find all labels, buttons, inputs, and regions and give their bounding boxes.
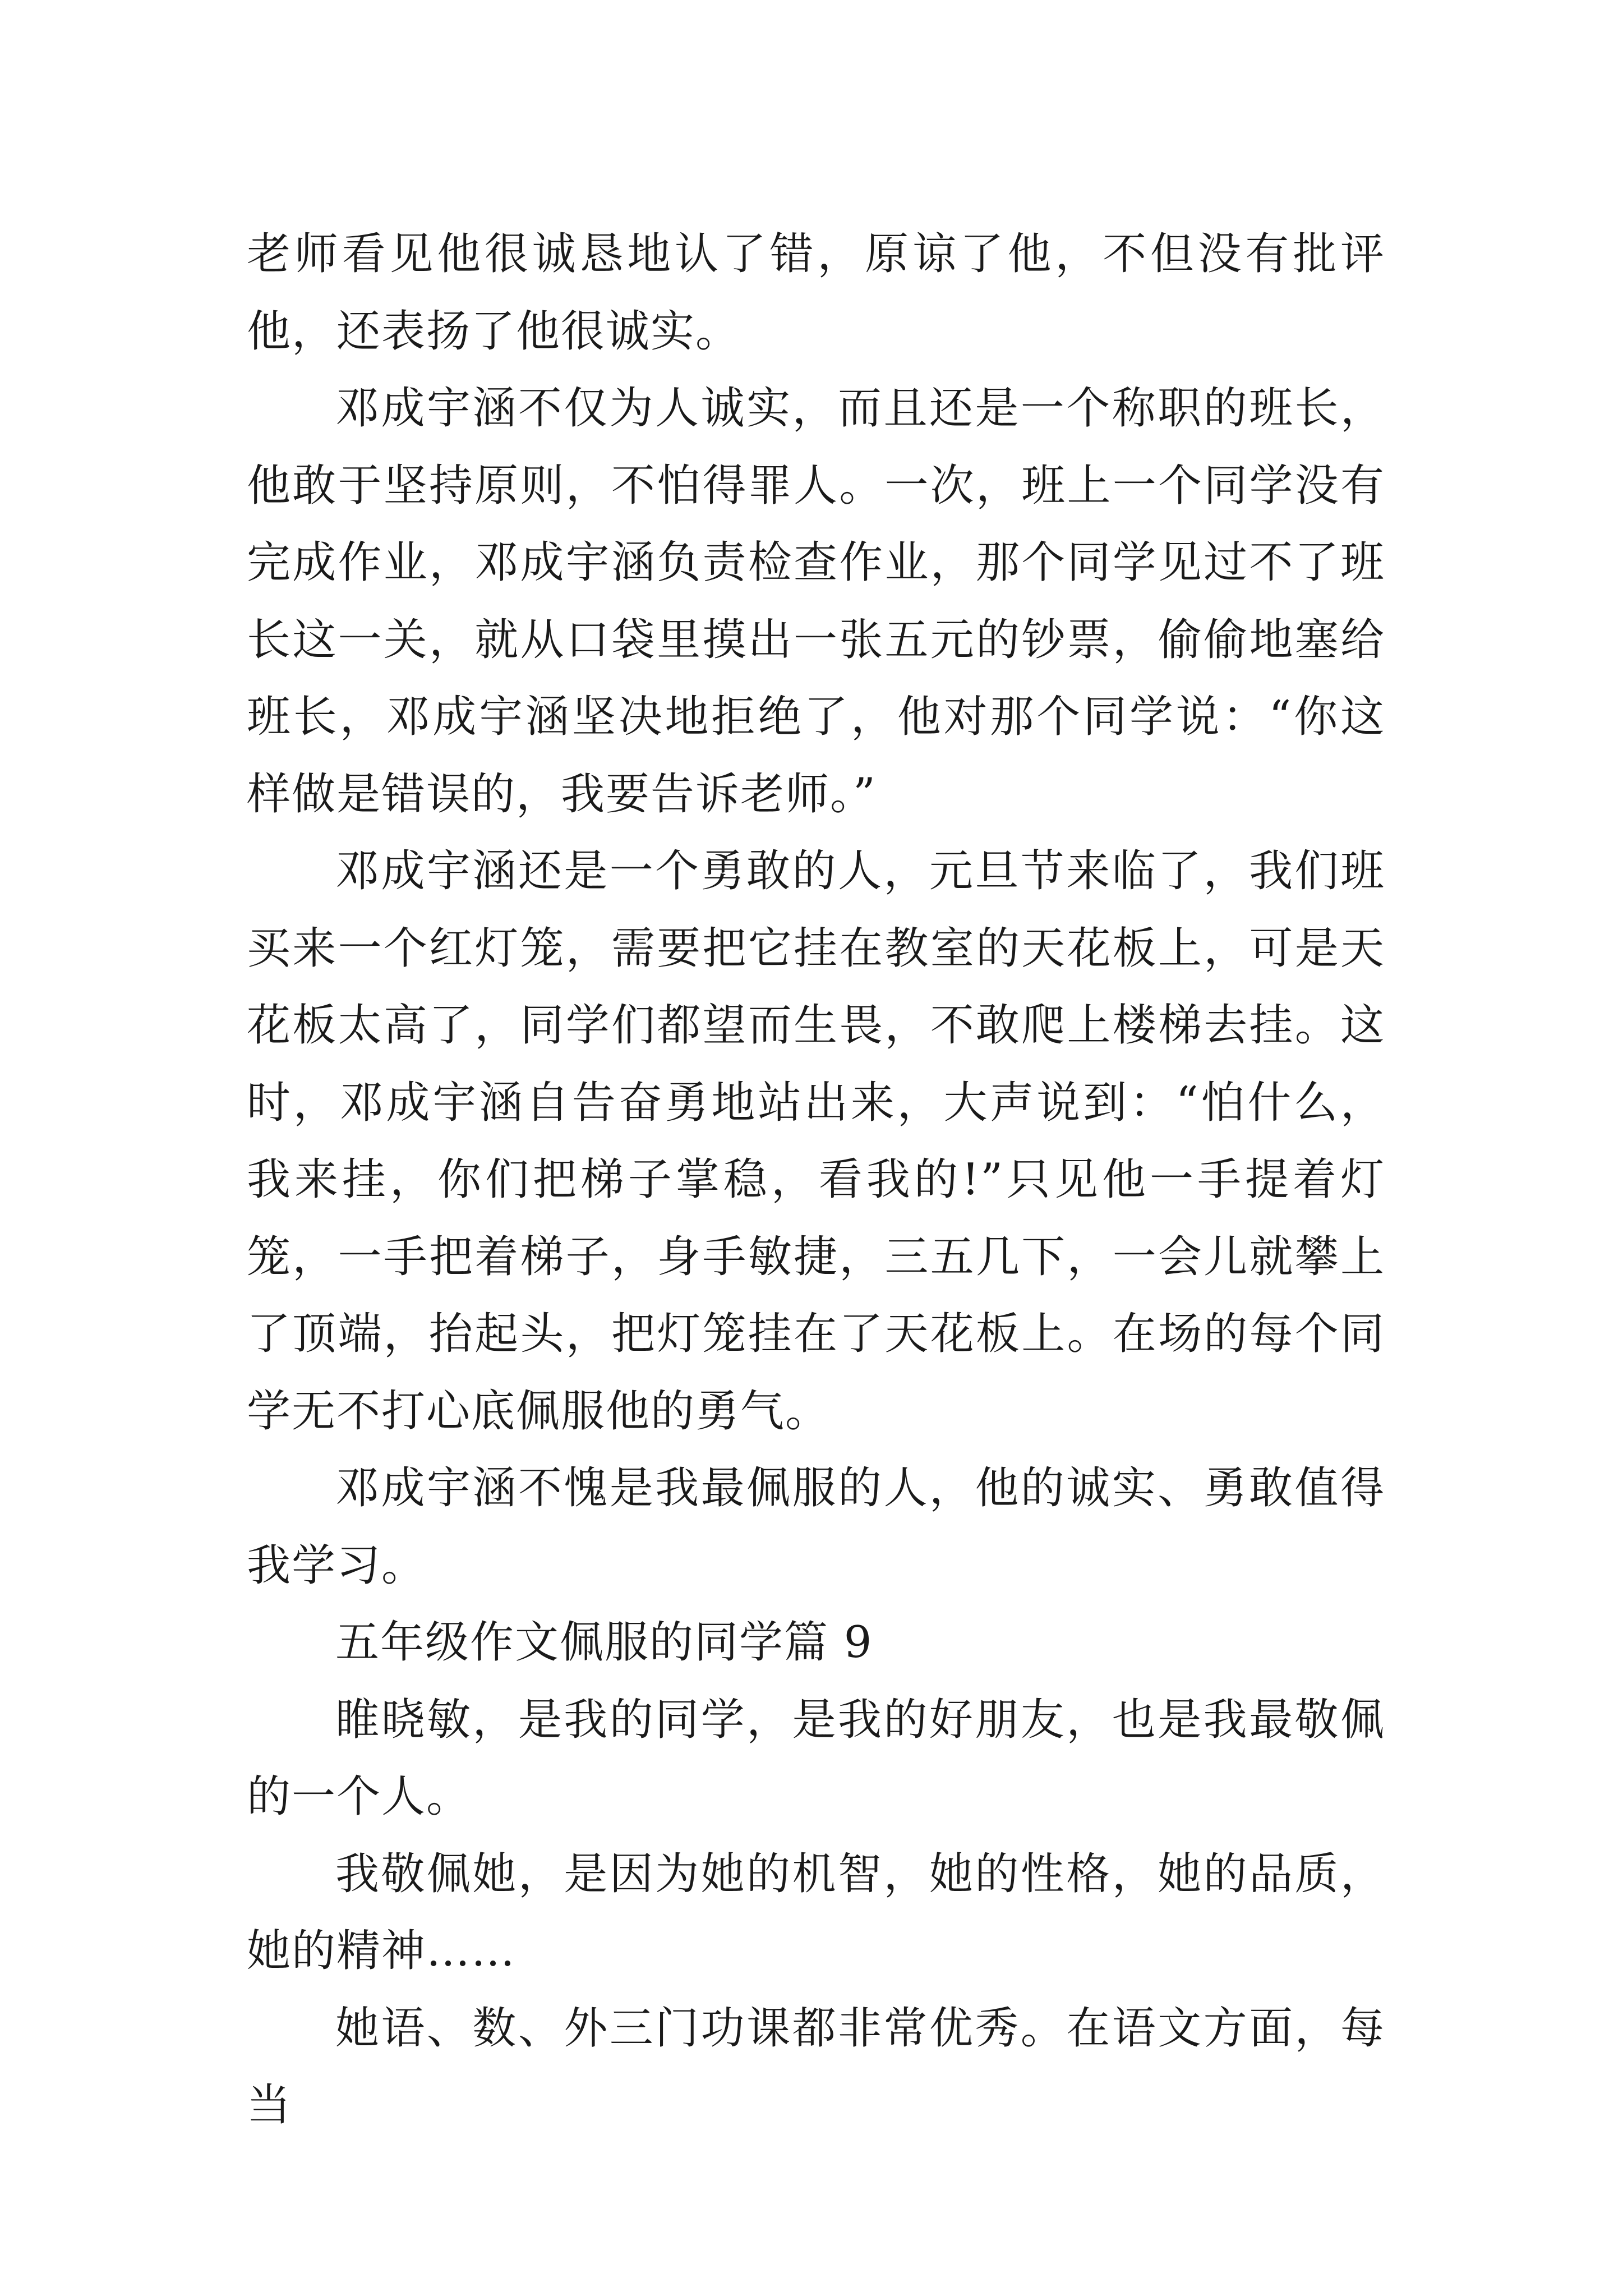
paragraph-lantern: 邓成宇涵还是一个勇敢的人，元旦节来临了，我们班买来一个红灯笼，需要把它挂在教室的天花板上，可是天花板太高了，同学们都望而生畏，不敢爬上楼梯去挂。这时，邓成宇涵自告奋勇地站出来，大声说到：“怕什么，我来挂，你们把梯子掌稳，看我的!”只见他一手提着灯笼，一手把着梯子，身手敏捷，三五几下，一会儿就攀上了顶端，抬起头，把灯笼挂在了天花板上。在场的每个同学无不打心底佩服他的勇气。 [247,846,1385,1437]
paragraph-subjects: 她语、数、外三门功课都非常优秀。在语文方面，每当 [247,2003,1385,2131]
paragraph-intro-friend: 睢晓敏，是我的同学，是我的好朋友，也是我最敬佩的一个人。 [247,1694,1385,1822]
paragraph-conclusion: 邓成宇涵不愧是我最佩服的人，他的诚实、勇敢值得我学习。 [247,1463,1385,1591]
paragraph-class-monitor: 邓成宇涵不仅为人诚实，而且还是一个称职的班长，他敢于坚持原则，不怕得罪人。一次，班上一个同学没有完成作业，邓成宇涵负责检查作业，那个同学见过不了班长这一关，就从口袋里摸出一张五元的钞票，偷偷地塞给班长，邓成宇涵坚决地拒绝了，他对那个同学说：“你这样做是错误的，我要告诉老师。” [247,383,1385,820]
section-heading: 五年级作文佩服的同学篇 9 [335,1617,873,1668]
document-page [247,216,1385,2145]
paragraph-admire-reasons: 我敬佩她，是因为她的机智，她的性格，她的品质，她的精神…… [247,1848,1385,1976]
paragraph-continuation: 老师看见他很诚恳地认了错，原谅了他，不但没有批评他，还表扬了他很诚实。 [247,229,1385,357]
